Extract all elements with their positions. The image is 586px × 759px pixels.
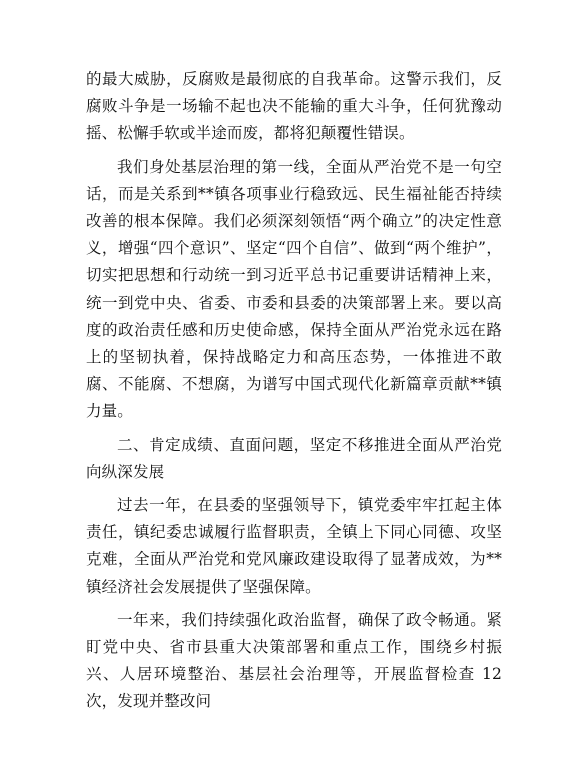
- paragraph-1: 的最大威胁，反腐败是最彻底的自我革命。这警示我们，反腐败斗争是一场输不起也决不能输的重大斗争，任何犹豫动摇、松懈手软或半途而废，都将犯颠覆性错误。: [86, 70, 502, 143]
- paragraph-3: 过去一年，在县委的坚强领导下，镇党委牢牢扛起主体责任，镇纪委忠诚履行监督职责，全镇上下同心同德、攻坚克难，全面从严治党和党风廉政建设取得了显著成效，为**镇经济社会发展提供了坚强保障。: [86, 496, 502, 596]
- document-body: [86, 66, 502, 716]
- paragraph-2: 我们身处基层治理的第一线，全面从严治党不是一句空话，而是关系到**镇各项事业行稳致远、民生福祉能否持续改善的根本保障。我们必须深刻领悟“两个确立”的决定性意义，增强“四个意识”、坚定“四个自信”、做到“两个维护”，切实把思想和行动统一到习近平总书记重要讲话精神上来，统一到党中央、省委、市委和县委的决策部署上来。要以高度的政治责任感和历史使命感，保持全面从严治党永远在路上的坚韧执着，保持战略定力和高压态势，一体推进不敢腐、不能腐、不想腐，为谱写中国式现代化新篇章贡献**镇力量。: [86, 157, 502, 421]
- section-heading: 二、肯定成绩、直面问题，坚定不移推进全面从严治党向纵深发展: [86, 435, 502, 481]
- paragraph-4: 一年来，我们持续强化政治监督，确保了政令畅通。紧盯党中央、省市县重大决策部署和重点工作，围绕乡村振兴、人居环境整治、基层社会治理等，开展监督检查 12 次，发现并整改问: [86, 610, 502, 711]
